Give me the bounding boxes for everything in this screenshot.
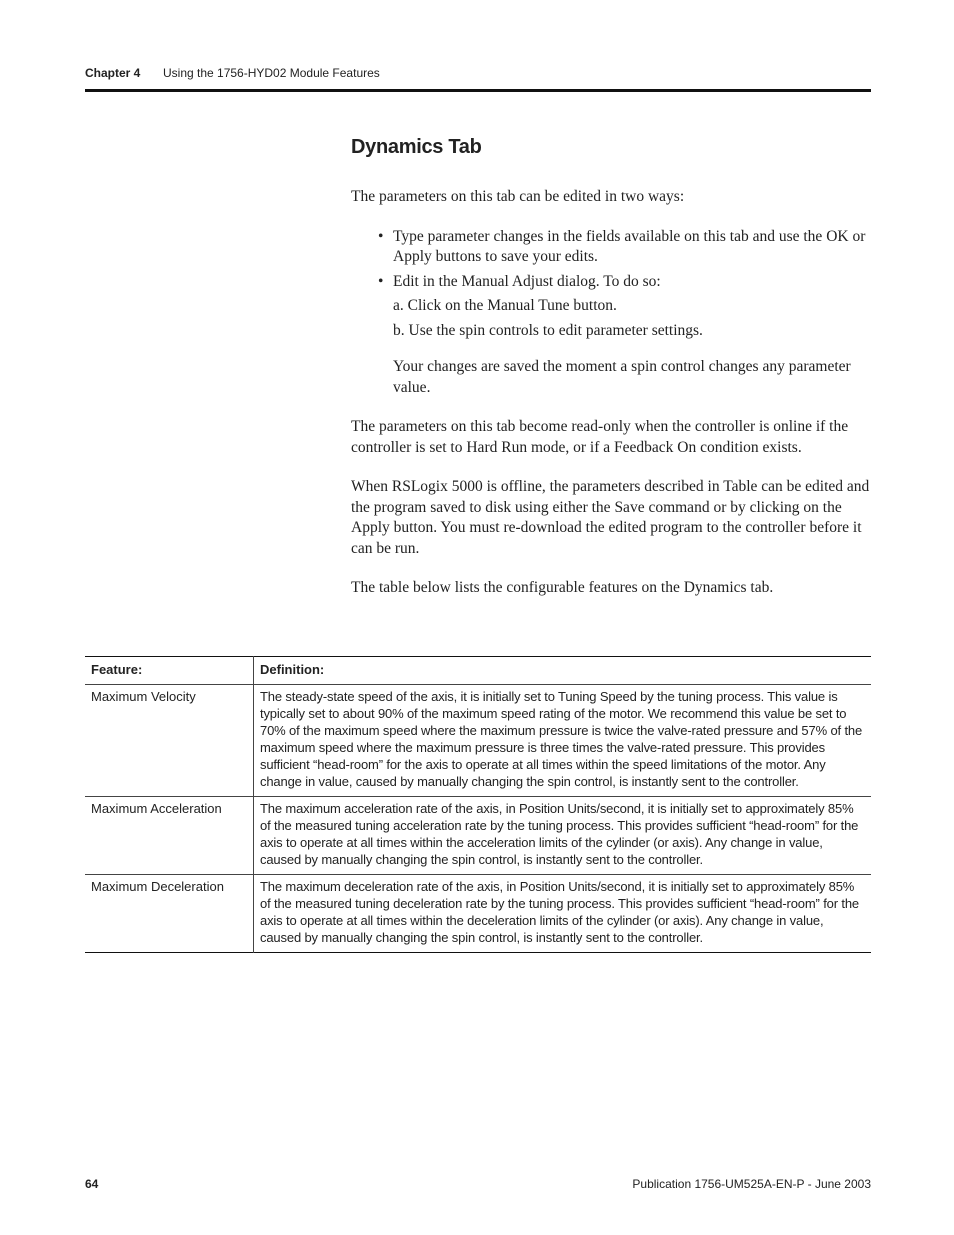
list-item (378, 272, 871, 293)
bullet-icon: • (378, 272, 384, 290)
table-intro-paragraph: The table below lists the configurable features on the Dynamics tab. (351, 579, 774, 596)
step-item: a. Click on the Manual Tune button. (393, 297, 617, 314)
definition-cell: The steady-state speed of the axis, it is initially set to Tuning Speed by the tuning process. This value is typically set to about 90% of the maximum speed rating of the motor. We recommend this value be set to 70% of the maximum speed where the maximum pressure is twice the valve-rated pressure and 57% of the maximum speed where the maximum pressure is three times the valve-rated pressure. This provides sufficient “head-room” for the axis to operate at all times within the speed limitations of the motor. Any change in value, caused by manually changing the spin control, is instantly sent to the controller. (254, 685, 872, 797)
intro-paragraph: The parameters on this tab can be edited in two ways: (351, 188, 685, 205)
feature-cell: Maximum Velocity (85, 685, 254, 797)
read-only-paragraph: The parameters on this tab become read-only when the controller is online if the controller is set to Hard Run mode, or if a Feedback On condition exists. (351, 418, 849, 456)
step-item: b. Use the spin controls to edit parameter settings. (393, 321, 703, 339)
page-number: 64 (85, 1177, 99, 1191)
section-body (351, 134, 871, 599)
definition-cell: The maximum deceleration rate of the axis, in Position Units/second, it is initially set to approximately 85% of the measured tuning deceleration rate by the tuning process. This provides sufficient “head-room” for the axis to operate at all times within the deceleration limits of the cylinder (or axis). Any change in value, caused by manually changing the spin control, is instantly sent to the controller. (254, 875, 872, 953)
features-table (85, 656, 871, 953)
bullet-text: Type parameter changes in the fields available on this tab and use the OK or Apply buttons to save your edits. (393, 227, 866, 265)
table-row (85, 685, 871, 797)
chapter-label: Chapter 4 (85, 66, 141, 80)
table-row (85, 797, 871, 875)
table-header-row (85, 657, 871, 685)
definition-cell: The maximum acceleration rate of the axis, in Position Units/second, it is initially set to approximately 85% of the measured tuning acceleration rate by the tuning process. This provides sufficient “head-room” for the axis to operate at all times within the acceleration limits of the cylinder (or axis). Any change in value, caused by manually changing the spin control, is instantly sent to the controller. (254, 797, 872, 875)
spin-control-note: Your changes are saved the moment a spin control changes any parameter value. (393, 358, 851, 396)
definition-column-header: Definition: (260, 662, 325, 677)
bullet-text: Edit in the Manual Adjust dialog. To do so: (393, 272, 661, 290)
edit-methods-list (351, 227, 871, 293)
running-header (85, 66, 871, 80)
header-rule (85, 89, 871, 92)
publication-info: Publication 1756-UM525A-EN-P - June 2003 (632, 1177, 871, 1191)
feature-cell: Maximum Acceleration (85, 797, 254, 875)
page-footer (85, 1177, 871, 1191)
chapter-title: Using the 1756-HYD02 Module Features (163, 66, 380, 80)
table-row (85, 875, 871, 953)
feature-cell: Maximum Deceleration (85, 875, 254, 953)
feature-column-header: Feature: (85, 657, 254, 685)
section-title: Dynamics Tab (351, 136, 482, 158)
offline-paragraph: When RSLogix 5000 is offline, the parameters described in Table can be edited and the program saved to disk using either the Save command or by clicking on the Apply button. You must re-download the edited program to the controller before it can be run. (351, 478, 870, 557)
manual-adjust-steps (351, 296, 871, 341)
list-item (378, 227, 871, 268)
bullet-icon: • (378, 227, 384, 245)
